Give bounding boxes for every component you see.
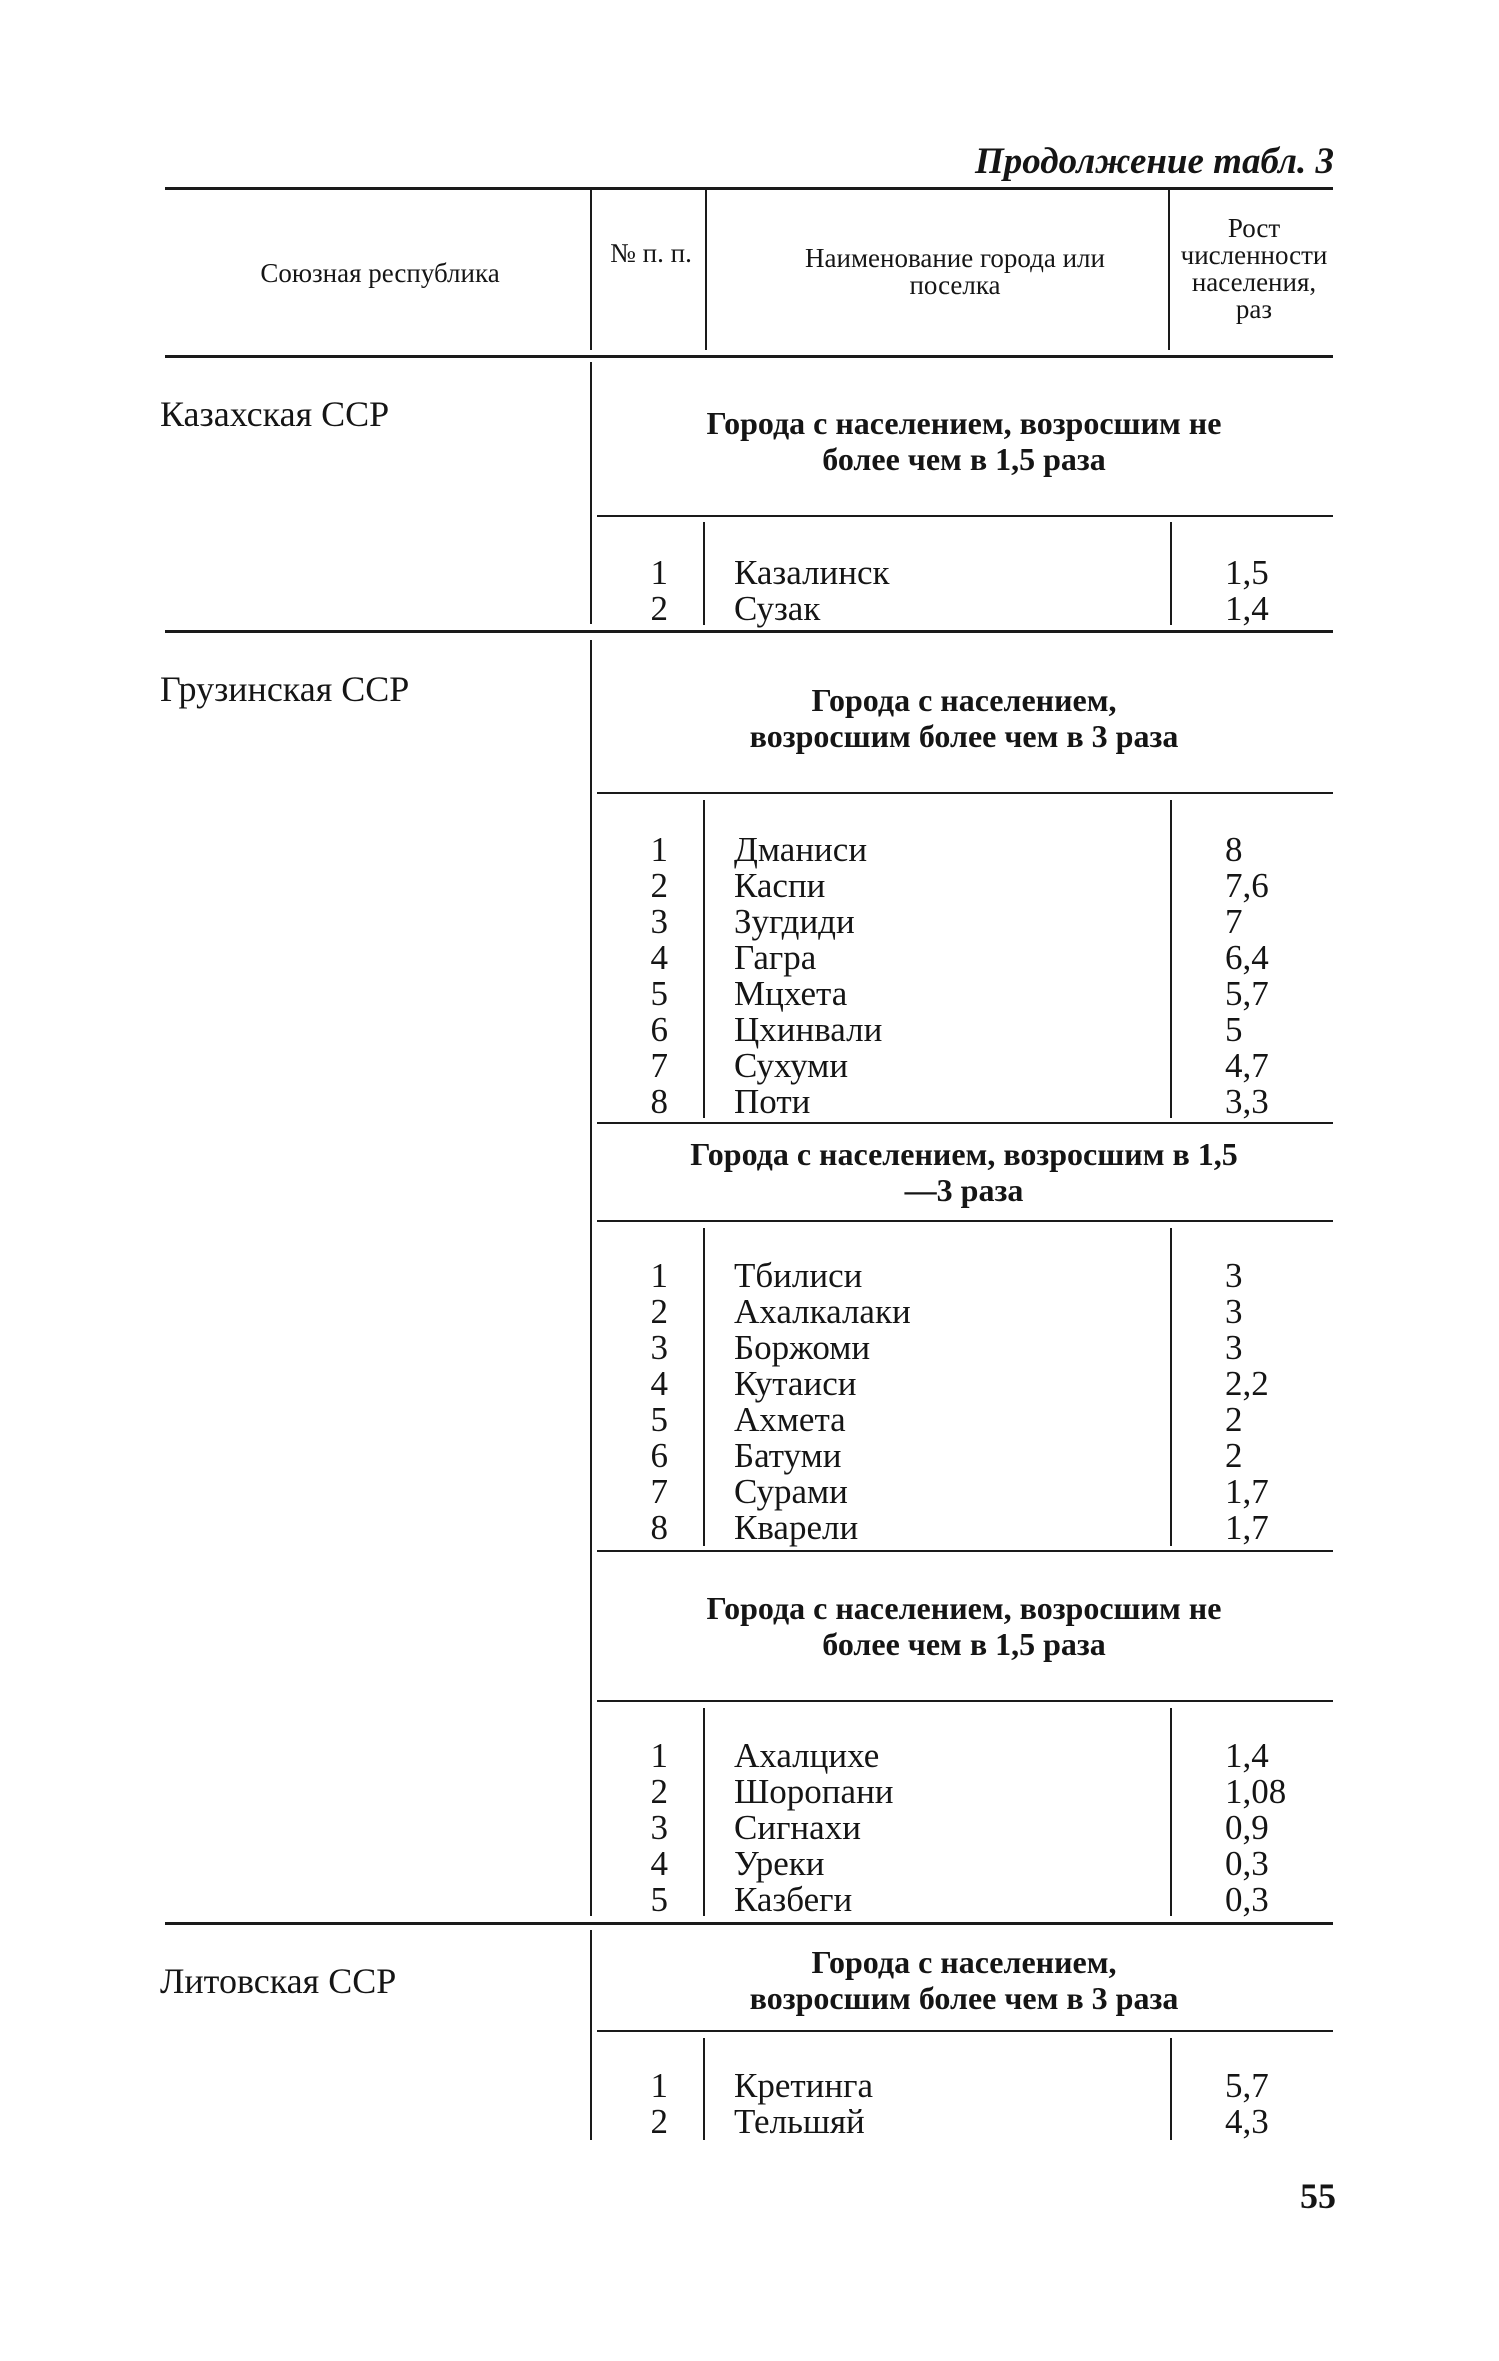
row-number: 2: [650, 1292, 668, 1331]
city-list: [734, 832, 1154, 1120]
header-divider: [1168, 190, 1170, 350]
growth-value: 7,6: [1225, 866, 1269, 905]
row-number: 4: [650, 938, 668, 977]
city-name: Дманиси: [734, 830, 868, 869]
column-divider: [703, 522, 705, 625]
growth-value: 3,3: [1225, 1082, 1269, 1121]
growth-value: 5,7: [1225, 2066, 1269, 2105]
header-growth: Рост численности населения, раз: [1180, 213, 1328, 324]
table-top-rule: [165, 187, 1333, 190]
row-number: 5: [650, 1400, 668, 1439]
city-name: Уреки: [734, 1844, 825, 1883]
city-name: Тбилиси: [734, 1256, 863, 1295]
header-city: Наименование города или поселка: [805, 243, 1105, 300]
column-divider: [703, 2038, 705, 2140]
row-number: 1: [650, 830, 668, 869]
body-left-line: [590, 362, 592, 624]
row-number: 6: [650, 1436, 668, 1475]
growth-value: 1,5: [1225, 553, 1269, 592]
republic-name: Казахская ССР: [160, 394, 390, 434]
row-number: 4: [650, 1364, 668, 1403]
group-rule: [597, 2030, 1333, 2032]
row-number: 1: [650, 553, 668, 592]
group-rule: [597, 515, 1333, 517]
republic-name: Грузинская ССР: [160, 669, 410, 709]
city-name: Шоропани: [734, 1772, 894, 1811]
header-number: № п. п.: [610, 238, 692, 268]
column-divider: [1170, 1708, 1172, 1916]
city-name: Сузак: [734, 589, 821, 628]
group-rule: [597, 792, 1333, 794]
growth-value: 1,7: [1225, 1508, 1269, 1547]
growth-value: 1,4: [1225, 1736, 1269, 1775]
growth-value: 7: [1225, 902, 1243, 941]
city-list: [734, 2068, 1154, 2140]
city-name: Цхинвали: [734, 1010, 883, 1049]
page-number: 55: [1300, 2176, 1336, 2216]
city-name: Ахмета: [734, 1400, 846, 1439]
growth-value: 3: [1225, 1328, 1243, 1367]
column-divider: [1170, 1228, 1172, 1546]
city-name: Боржоми: [734, 1328, 871, 1367]
growth-value: 2: [1225, 1436, 1243, 1475]
row-number: 3: [650, 1808, 668, 1847]
city-name: Мцхета: [734, 974, 848, 1013]
row-number: 5: [650, 1880, 668, 1919]
row-number: 1: [650, 1736, 668, 1775]
row-numbers: [600, 2068, 668, 2140]
city-name: Поти: [734, 1082, 811, 1121]
growth-value: 0,3: [1225, 1880, 1269, 1919]
group-rule: [597, 1220, 1333, 1222]
growth-value: 4,3: [1225, 2102, 1269, 2141]
city-name: Сурами: [734, 1472, 848, 1511]
row-number: 4: [650, 1844, 668, 1883]
row-number: 3: [650, 1328, 668, 1367]
column-divider: [1170, 522, 1172, 625]
republic-name: Литовская ССР: [160, 1961, 397, 2001]
row-number: 8: [650, 1508, 668, 1547]
city-list: [734, 1258, 1154, 1546]
city-name: Казалинск: [734, 553, 890, 592]
header-republic: Союзная республика: [260, 258, 500, 288]
growth-values: [1225, 1258, 1345, 1546]
growth-value: 2,2: [1225, 1364, 1269, 1403]
growth-values: [1225, 2068, 1345, 2140]
row-numbers: [600, 1738, 668, 1918]
row-number: 6: [650, 1010, 668, 1049]
growth-value: 3: [1225, 1256, 1243, 1295]
group-rule: [597, 1550, 1333, 1552]
header-divider: [590, 190, 592, 350]
growth-value: 4,7: [1225, 1046, 1269, 1085]
growth-values: [1225, 1738, 1345, 1918]
section-rule: [165, 1922, 1333, 1925]
group-title: Города с населением, возросшим более чем в 3 раза: [749, 1944, 1179, 2016]
growth-value: 0,3: [1225, 1844, 1269, 1883]
city-name: Батуми: [734, 1436, 842, 1475]
group-title: Города с населением, возросшим более чем в 3 раза: [749, 682, 1179, 754]
column-divider: [1170, 2038, 1172, 2140]
city-name: Каспи: [734, 866, 826, 905]
row-numbers: [600, 832, 668, 1120]
group-rule: [597, 1122, 1333, 1124]
header-bottom-rule: [165, 355, 1333, 358]
row-number: 1: [650, 2066, 668, 2105]
row-number: 5: [650, 974, 668, 1013]
column-divider: [703, 1228, 705, 1546]
column-divider: [703, 800, 705, 1118]
group-title: Города с населением, возросшим не более чем в 1,5 раза: [706, 1590, 1222, 1662]
row-numbers: [600, 555, 668, 627]
growth-value: 5: [1225, 1010, 1243, 1049]
group-title: Города с населением, возросшим в 1,5—3 раза: [690, 1136, 1238, 1208]
city-list: [734, 1738, 1154, 1918]
growth-values: [1225, 832, 1345, 1120]
city-name: Сигнахи: [734, 1808, 861, 1847]
row-number: 3: [650, 902, 668, 941]
city-name: Гагра: [734, 938, 817, 977]
row-number: 1: [650, 1256, 668, 1295]
row-number: 2: [650, 589, 668, 628]
group-title: Города с населением, возросшим не более чем в 1,5 раза: [706, 405, 1222, 477]
city-name: Тельшяй: [734, 2102, 865, 2141]
section-rule: [165, 630, 1333, 633]
growth-value: 1,4: [1225, 589, 1269, 628]
header-divider: [705, 190, 707, 350]
column-divider: [703, 1708, 705, 1916]
growth-value: 8: [1225, 830, 1243, 869]
growth-value: 3: [1225, 1292, 1243, 1331]
growth-values: [1225, 555, 1345, 627]
row-number: 2: [650, 2102, 668, 2141]
growth-value: 2: [1225, 1400, 1243, 1439]
city-name: Кретинга: [734, 2066, 874, 2105]
city-name: Сухуми: [734, 1046, 849, 1085]
city-name: Кутаиси: [734, 1364, 857, 1403]
column-divider: [1170, 800, 1172, 1118]
growth-value: 1,08: [1225, 1772, 1287, 1811]
city-name: Зугдиди: [734, 902, 855, 941]
row-number: 8: [650, 1082, 668, 1121]
group-rule: [597, 1700, 1333, 1702]
city-name: Ахалкалаки: [734, 1292, 911, 1331]
row-number: 2: [650, 1772, 668, 1811]
body-left-line: [590, 640, 592, 1916]
city-name: Кварели: [734, 1508, 859, 1547]
growth-value: 5,7: [1225, 974, 1269, 1013]
row-number: 7: [650, 1046, 668, 1085]
body-left-line: [590, 1930, 592, 2140]
growth-value: 6,4: [1225, 938, 1269, 977]
city-name: Ахалцихе: [734, 1736, 880, 1775]
growth-value: 0,9: [1225, 1808, 1269, 1847]
table-caption: Продолжение табл. 3: [975, 141, 1334, 182]
city-list: [734, 555, 1154, 627]
row-numbers: [600, 1258, 668, 1546]
growth-value: 1,7: [1225, 1472, 1269, 1511]
city-name: Казбеги: [734, 1880, 853, 1919]
row-number: 7: [650, 1472, 668, 1511]
row-number: 2: [650, 866, 668, 905]
